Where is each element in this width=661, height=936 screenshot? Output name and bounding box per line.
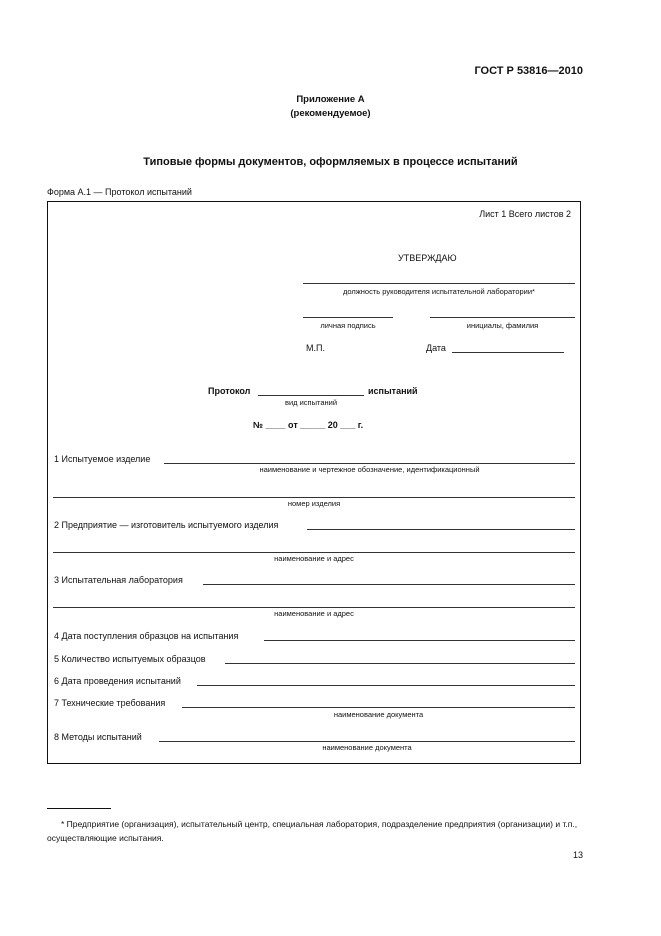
initials-line[interactable] [430,317,575,318]
item-laboratory-line-2[interactable] [53,607,575,608]
appendix-status: (рекомендуемое) [290,108,371,119]
item-product-hint: наименование и чертежное обозначение, идентификационный [259,465,480,474]
date-label: Дата [426,343,446,353]
item-sample-count-line[interactable] [225,663,575,664]
item-test-date-line[interactable] [197,685,575,686]
item-manufacturer-line-2[interactable] [53,552,575,553]
protocol-word: Протокол [208,386,251,396]
footnote-rule [47,808,111,809]
position-line[interactable] [303,283,575,284]
item-receipt-date-line[interactable] [264,640,575,641]
item-laboratory-line[interactable] [203,584,575,585]
item-requirements-line[interactable] [182,707,575,708]
item-methods-label: 8 Методы испытаний [54,732,142,742]
item-laboratory-hint: наименование и адрес [274,609,354,618]
item-test-date-label: 6 Дата проведения испытаний [54,676,181,686]
date-line[interactable] [452,352,564,353]
item-sample-count-label: 5 Количество испытуемых образцов [54,654,206,664]
item-methods-hint: наименование документа [322,743,412,752]
item-product-line-2[interactable] [53,497,575,498]
signature-line[interactable] [303,317,393,318]
item-manufacturer-label: 2 Предприятие — изготовитель испытуемого изделия [54,520,279,530]
form-caption: Форма А.1 — Протокол испытаний [47,187,192,197]
item-laboratory-label: 3 Испытательная лаборатория [54,575,183,585]
test-type-hint: вид испытаний [284,398,338,407]
item-product-line[interactable] [164,463,575,464]
tests-word: испытаний [368,386,418,396]
item-requirements-hint: наименование документа [333,710,424,719]
sheet-counter: Лист 1 Всего листов 2 [479,209,571,219]
item-product-label: 1 Испытуемое изделие [54,454,151,464]
appendix-title: Приложение А [296,94,365,105]
item-product-hint-2: номер изделия [287,499,341,508]
item-manufacturer-hint: наименование и адрес [274,554,354,563]
document-title: Типовые формы документов, оформляемых в процессе испытаний [143,156,518,168]
standard-number: ГОСТ Р 53816—2010 [474,65,583,77]
item-receipt-date-label: 4 Дата поступления образцов на испытания [54,631,239,641]
test-type-line[interactable] [258,395,364,396]
item-methods-line[interactable] [159,741,575,742]
item-manufacturer-line[interactable] [307,529,575,530]
protocol-number-line: № ____ от _____ 20 ___ г. [253,420,364,430]
item-requirements-label: 7 Технические требования [54,698,166,708]
page-number: 13 [572,850,583,860]
protocol-form [47,201,581,764]
position-hint: должность руководителя испытательной лаборатории* [343,287,535,296]
approve-heading: УТВЕРЖДАЮ [398,253,457,263]
footnote: * Предприятие (организация), испытательный центр, специальная лаборатория, подразделение предприятия (организации) и т.п., осуществляющие испытания. [47,819,578,843]
stamp-label: М.П. [306,343,325,353]
signature-hint: личная подпись [320,321,376,330]
initials-hint: инициалы, фамилия [466,321,539,330]
